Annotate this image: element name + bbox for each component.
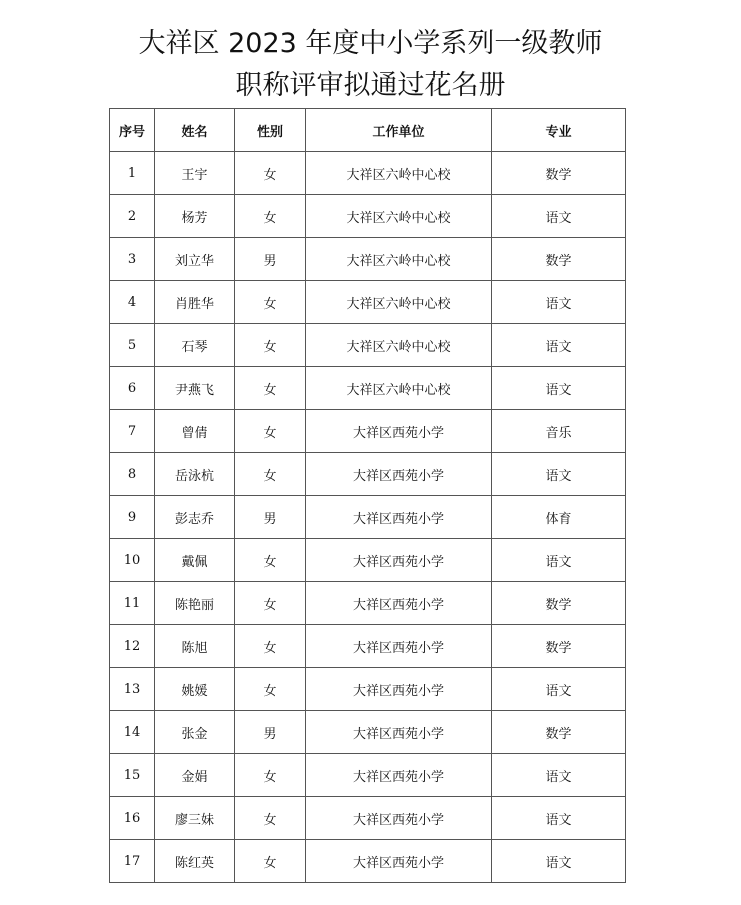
cell-no: 15 (110, 754, 155, 797)
cell-major: 音乐 (492, 410, 626, 453)
cell-gender: 女 (235, 324, 306, 367)
table-row (110, 324, 626, 367)
cell-major: 数学 (492, 152, 626, 195)
cell-major: 语文 (492, 668, 626, 711)
cell-major: 语文 (492, 539, 626, 582)
cell-gender: 女 (235, 281, 306, 324)
cell-no: 3 (110, 238, 155, 281)
cell-name: 岳泳杭 (155, 453, 235, 496)
cell-gender: 女 (235, 367, 306, 410)
cell-unit: 大祥区西苑小学 (306, 840, 492, 883)
cell-gender: 女 (235, 625, 306, 668)
cell-name: 陈红英 (155, 840, 235, 883)
cell-unit: 大祥区六岭中心校 (306, 238, 492, 281)
cell-unit: 大祥区六岭中心校 (306, 281, 492, 324)
table-row (110, 367, 626, 410)
table-row (110, 195, 626, 238)
cell-name: 张金 (155, 711, 235, 754)
document-title-line-2: 职称评审拟通过花名册 (235, 70, 506, 101)
cell-major: 数学 (492, 582, 626, 625)
cell-major: 数学 (492, 238, 626, 281)
table-row (110, 496, 626, 539)
cell-major: 数学 (492, 625, 626, 668)
table-row (110, 711, 626, 754)
table-row (110, 625, 626, 668)
cell-gender: 男 (235, 496, 306, 539)
cell-gender: 女 (235, 797, 306, 840)
cell-name: 王宇 (155, 152, 235, 195)
cell-name: 陈旭 (155, 625, 235, 668)
cell-name: 金娟 (155, 754, 235, 797)
cell-name: 彭志乔 (155, 496, 235, 539)
cell-unit: 大祥区西苑小学 (306, 668, 492, 711)
cell-major: 语文 (492, 754, 626, 797)
document-title-line-1: 大祥区 2023 年度中小学系列一级教师 (138, 28, 603, 59)
table-row (110, 238, 626, 281)
table-row (110, 453, 626, 496)
table-row (110, 582, 626, 625)
cell-unit: 大祥区西苑小学 (306, 582, 492, 625)
cell-unit: 大祥区西苑小学 (306, 539, 492, 582)
cell-gender: 女 (235, 152, 306, 195)
cell-gender: 女 (235, 195, 306, 238)
cell-unit: 大祥区西苑小学 (306, 754, 492, 797)
cell-no: 4 (110, 281, 155, 324)
cell-major: 语文 (492, 195, 626, 238)
header-unit: 工作单位 (306, 109, 492, 152)
cell-name: 石琴 (155, 324, 235, 367)
cell-gender: 女 (235, 668, 306, 711)
cell-no: 14 (110, 711, 155, 754)
table-row (110, 152, 626, 195)
cell-unit: 大祥区西苑小学 (306, 711, 492, 754)
cell-no: 11 (110, 582, 155, 625)
table-row (110, 410, 626, 453)
cell-major: 语文 (492, 367, 626, 410)
cell-no: 1 (110, 152, 155, 195)
table-header-row (110, 109, 626, 152)
cell-no: 6 (110, 367, 155, 410)
cell-major: 语文 (492, 453, 626, 496)
cell-no: 7 (110, 410, 155, 453)
table-row (110, 668, 626, 711)
cell-unit: 大祥区西苑小学 (306, 625, 492, 668)
cell-gender: 男 (235, 711, 306, 754)
cell-major: 语文 (492, 840, 626, 883)
cell-major: 语文 (492, 281, 626, 324)
cell-gender: 女 (235, 453, 306, 496)
cell-unit: 大祥区西苑小学 (306, 453, 492, 496)
teacher-roster-table (109, 108, 626, 883)
header-name: 姓名 (155, 109, 235, 152)
cell-unit: 大祥区六岭中心校 (306, 195, 492, 238)
header-no: 序号 (110, 109, 155, 152)
cell-no: 13 (110, 668, 155, 711)
cell-major: 语文 (492, 324, 626, 367)
table-body (110, 152, 626, 883)
cell-gender: 女 (235, 410, 306, 453)
cell-name: 曾倩 (155, 410, 235, 453)
cell-name: 杨芳 (155, 195, 235, 238)
cell-no: 5 (110, 324, 155, 367)
cell-unit: 大祥区西苑小学 (306, 797, 492, 840)
cell-name: 肖胜华 (155, 281, 235, 324)
cell-name: 陈艳丽 (155, 582, 235, 625)
table-row (110, 539, 626, 582)
cell-no: 8 (110, 453, 155, 496)
header-major: 专业 (492, 109, 626, 152)
cell-major: 语文 (492, 797, 626, 840)
cell-major: 体育 (492, 496, 626, 539)
cell-name: 刘立华 (155, 238, 235, 281)
cell-unit: 大祥区西苑小学 (306, 496, 492, 539)
cell-gender: 男 (235, 238, 306, 281)
cell-name: 廖三妹 (155, 797, 235, 840)
table-row (110, 797, 626, 840)
header-gender: 性别 (235, 109, 306, 152)
table-row (110, 281, 626, 324)
cell-unit: 大祥区六岭中心校 (306, 324, 492, 367)
cell-name: 尹燕飞 (155, 367, 235, 410)
cell-gender: 女 (235, 840, 306, 883)
cell-gender: 女 (235, 539, 306, 582)
table-row (110, 840, 626, 883)
cell-no: 17 (110, 840, 155, 883)
cell-name: 姚媛 (155, 668, 235, 711)
cell-major: 数学 (492, 711, 626, 754)
cell-gender: 女 (235, 582, 306, 625)
cell-gender: 女 (235, 754, 306, 797)
table-row (110, 754, 626, 797)
cell-no: 12 (110, 625, 155, 668)
cell-no: 9 (110, 496, 155, 539)
cell-no: 16 (110, 797, 155, 840)
cell-name: 戴佩 (155, 539, 235, 582)
cell-unit: 大祥区六岭中心校 (306, 367, 492, 410)
cell-unit: 大祥区六岭中心校 (306, 152, 492, 195)
cell-unit: 大祥区西苑小学 (306, 410, 492, 453)
cell-no: 10 (110, 539, 155, 582)
cell-no: 2 (110, 195, 155, 238)
